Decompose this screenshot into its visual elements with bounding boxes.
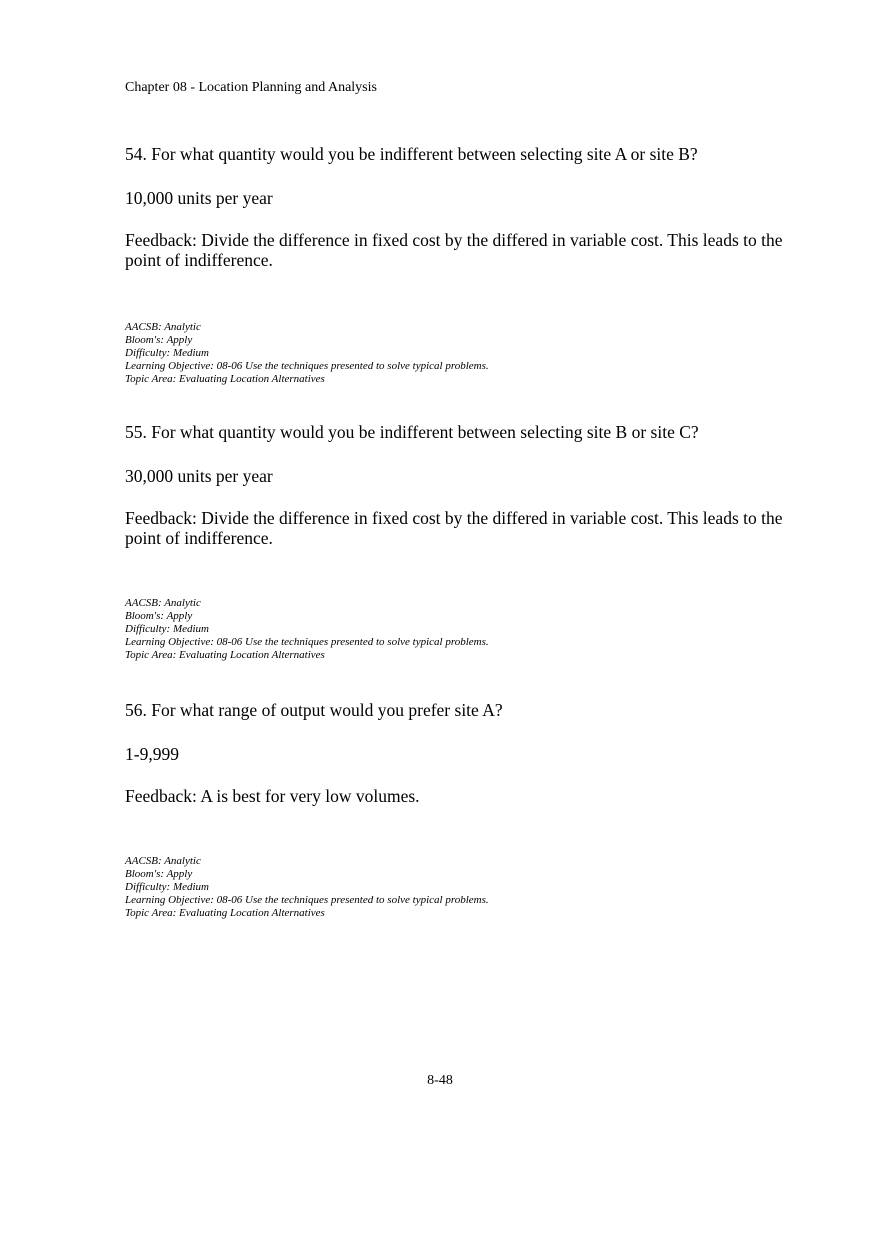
meta-topic-area: Topic Area: Evaluating Location Alternatives	[125, 649, 325, 661]
answer-text: 30,000 units per year	[125, 466, 273, 486]
answer-text: 1-9,999	[125, 744, 179, 764]
meta-blooms: Bloom's: Apply	[125, 334, 193, 346]
meta-learning-objective: Learning Objective: 08-06 Use the techniques presented to solve typical problems.	[125, 636, 489, 648]
question-meta-54	[125, 321, 785, 386]
meta-aacsb: AACSB: Analytic	[125, 597, 201, 609]
feedback-text: Feedback: Divide the difference in fixed cost by the differed in variable cost. This leads to the point of indifference.	[125, 230, 783, 270]
answer-text: 10,000 units per year	[125, 188, 273, 208]
question-block-54	[125, 144, 785, 270]
meta-difficulty: Difficulty: Medium	[125, 623, 210, 635]
meta-difficulty: Difficulty: Medium	[125, 881, 210, 893]
question-text: 56. For what range of output would you prefer site A?	[125, 700, 503, 720]
meta-aacsb: AACSB: Analytic	[125, 855, 201, 867]
meta-learning-objective: Learning Objective: 08-06 Use the techniques presented to solve typical problems.	[125, 894, 489, 906]
question-meta-55	[125, 597, 785, 662]
page-number: 8-48	[427, 1073, 453, 1088]
meta-topic-area: Topic Area: Evaluating Location Alternatives	[125, 907, 325, 919]
question-text: 55. For what quantity would you be indifferent between selecting site B or site C?	[125, 422, 699, 442]
meta-aacsb: AACSB: Analytic	[125, 321, 201, 333]
feedback-text: Feedback: A is best for very low volumes.	[125, 786, 420, 806]
meta-blooms: Bloom's: Apply	[125, 868, 193, 880]
question-meta-56	[125, 855, 785, 920]
chapter-header: Chapter 08 - Location Planning and Analysis	[125, 80, 377, 95]
question-text: 54. For what quantity would you be indifferent between selecting site A or site B?	[125, 144, 698, 164]
meta-difficulty: Difficulty: Medium	[125, 347, 210, 359]
question-block-56	[125, 700, 785, 806]
feedback-text: Feedback: Divide the difference in fixed cost by the differed in variable cost. This leads to the point of indifference.	[125, 508, 783, 548]
meta-blooms: Bloom's: Apply	[125, 610, 193, 622]
meta-topic-area: Topic Area: Evaluating Location Alternatives	[125, 373, 325, 385]
question-block-55	[125, 422, 785, 548]
meta-learning-objective: Learning Objective: 08-06 Use the techniques presented to solve typical problems.	[125, 360, 489, 372]
